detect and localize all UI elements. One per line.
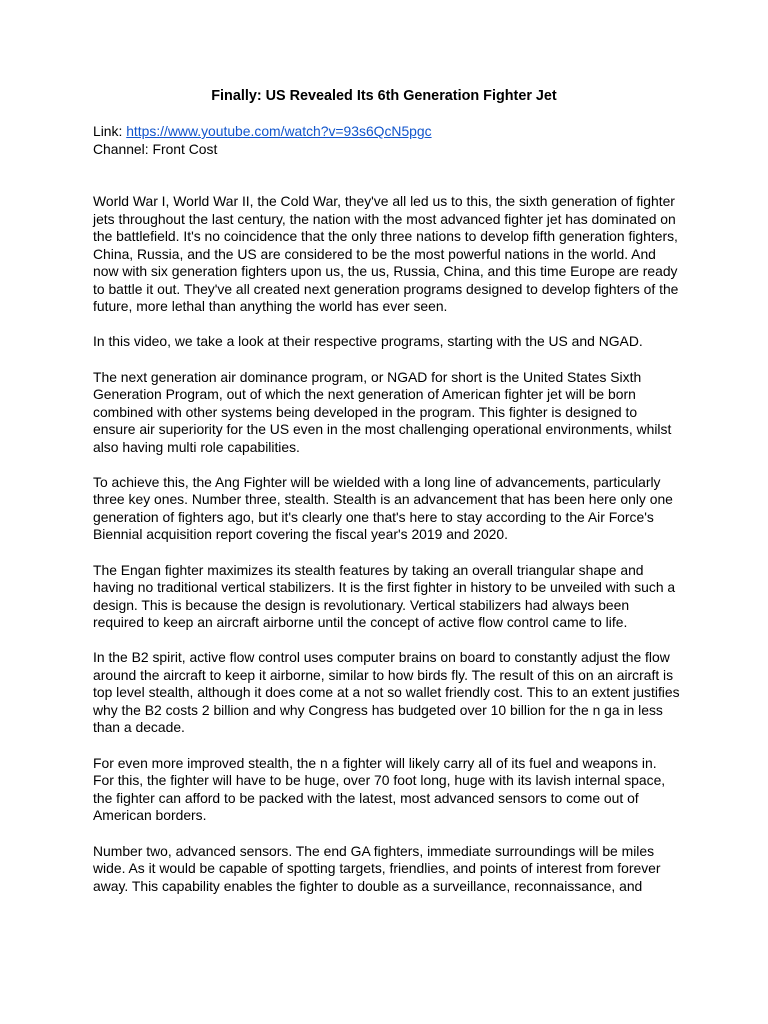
paragraph-5: The Engan fighter maximizes its stealth features by taking an overall triangular shape and having no traditional vertical stabilizers. It is the first fighter in history to be unveiled with such a design. This is because the design is revolutionary. Vertical stabilizers had always been required to keep an aircraft airborne until the concept of active flow control came to life.	[93, 561, 676, 631]
paragraph-2: In this video, we take a look at their respective programs, starting with the US and NGAD.	[93, 333, 643, 350]
link-line	[93, 123, 681, 141]
paragraph-1: World War I, World War II, the Cold War, they've all led us to this, the sixth generation of fighter jets throughout the last century, the nation with the most advanced fighter jet has dominated on the battlefield. It's no coincidence that the only three nations to develop fifth generation fighters, China, Russia, and the US are considered to be the most powerful nations in the world. And now with six generation fighters upon us, the us, Russia, China, and this time Europe are ready to battle it out. They've all created next generation programs designed to develop fighters of the future, more lethal than anything the world has ever seen.	[93, 193, 679, 314]
spacer	[93, 158, 681, 193]
paragraph-3: The next generation air dominance program, or NGAD for short is the United States Sixth Generation Program, out of which the next generation of American fighter jet will be born combined with other systems being developed in the program. This fighter is designed to ensure air superiority for the US even in the most challenging operational environments, whilst also having multi role capabilities.	[93, 368, 672, 455]
video-link[interactable]: https://www.youtube.com/watch?v=93s6QcN5pgc	[126, 123, 432, 139]
document-body	[93, 123, 681, 913]
document-title: Finally: US Revealed Its 6th Generation Fighter Jet	[211, 88, 557, 104]
paragraph-6: In the B2 spirit, active flow control uses computer brains on board to constantly adjust the flow around the aircraft to keep it airborne, similar to how birds fly. The result of this on an aircraft is top level stealth, although it does come at a not so wallet friendly cost. This to an extent justifies why the B2 costs 2 billion and why Congress has budgeted over 10 billion for the n ga in less than a decade.	[93, 649, 680, 736]
channel-line: Channel: Front Cost	[93, 140, 218, 157]
paragraph-7: For even more improved stealth, the n a fighter will likely carry all of its fuel and weapons in. For this, the fighter will have to be huge, over 70 foot long, huge with its lavish internal space, the fighter can afford to be packed with the latest, most advanced sensors to come out of American borders.	[93, 754, 666, 824]
link-label: Link:	[93, 123, 127, 139]
paragraph-4: To achieve this, the Ang Fighter will be wielded with a long line of advancements, particularly three key ones. Number three, stealth. Stealth is an advancement that has been here only one generation of fighters ago, but it's clearly one that's here to stay according to the Air Force's Biennial acquisition report covering the fiscal year's 2019 and 2020.	[93, 473, 673, 543]
paragraph-8: Number two, advanced sensors. The end GA fighters, immediate surroundings will be miles wide. As it would be capable of spotting targets, friendlies, and points of interest from forever away. This capability enables the fighter to double as a surveillance, reconnaissance, and	[93, 842, 661, 894]
